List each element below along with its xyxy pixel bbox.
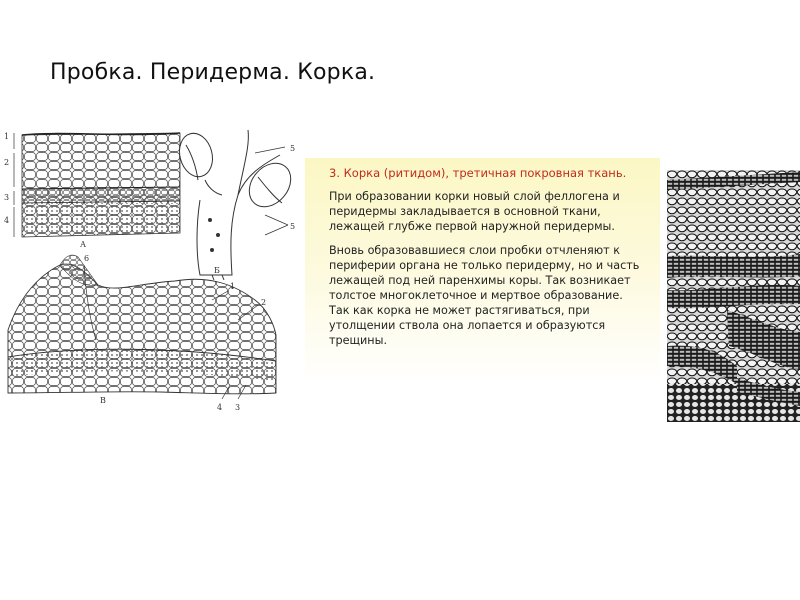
lenticel-section-drawing xyxy=(8,255,276,399)
label-6: 6 xyxy=(84,254,90,263)
label-v: В xyxy=(100,396,106,405)
label-a: А xyxy=(80,240,87,249)
label-3-lower: 3 xyxy=(235,403,241,412)
label-2-lower: 2 xyxy=(261,298,267,307)
label-1-top: 1 xyxy=(4,132,10,141)
label-b: Б xyxy=(214,266,220,275)
rhytidome-text-panel xyxy=(305,158,660,424)
cork-lenticel-illustration xyxy=(0,125,305,420)
label-1-lower: 1 xyxy=(230,282,236,291)
panel-paragraph-1: При образовании корки новый слой феллогена и перидермы закладывается в основной ткани, лежащей глубже первой наружной перидермы. xyxy=(329,190,620,233)
label-4-lower: 4 xyxy=(217,403,223,412)
label-2-top: 2 xyxy=(4,158,10,167)
label-5-lower: 5 xyxy=(290,222,296,231)
bark-micrograph xyxy=(667,170,800,422)
branch-drawing xyxy=(175,130,299,280)
section-a-drawing xyxy=(14,133,180,237)
slide-title: Пробка. Перидерма. Корка. xyxy=(50,60,376,85)
label-5-upper: 5 xyxy=(290,144,296,153)
label-3-top: 3 xyxy=(4,193,10,202)
panel-paragraph-2: Вновь образовавшиеся слои пробки отчленяют к периферии органа не только перидерму, но и часть лежащей под ней паренхимы коры. Так возникает толстое многоклеточное и мертвое образование. Так как корка не может растягиваться, при утолщении ствола она лопается и образуются трещины. xyxy=(329,244,640,347)
panel-title: 3. Корка (ритидом), третичная покровная ткань. xyxy=(329,166,627,180)
label-4-top: 4 xyxy=(4,216,10,225)
